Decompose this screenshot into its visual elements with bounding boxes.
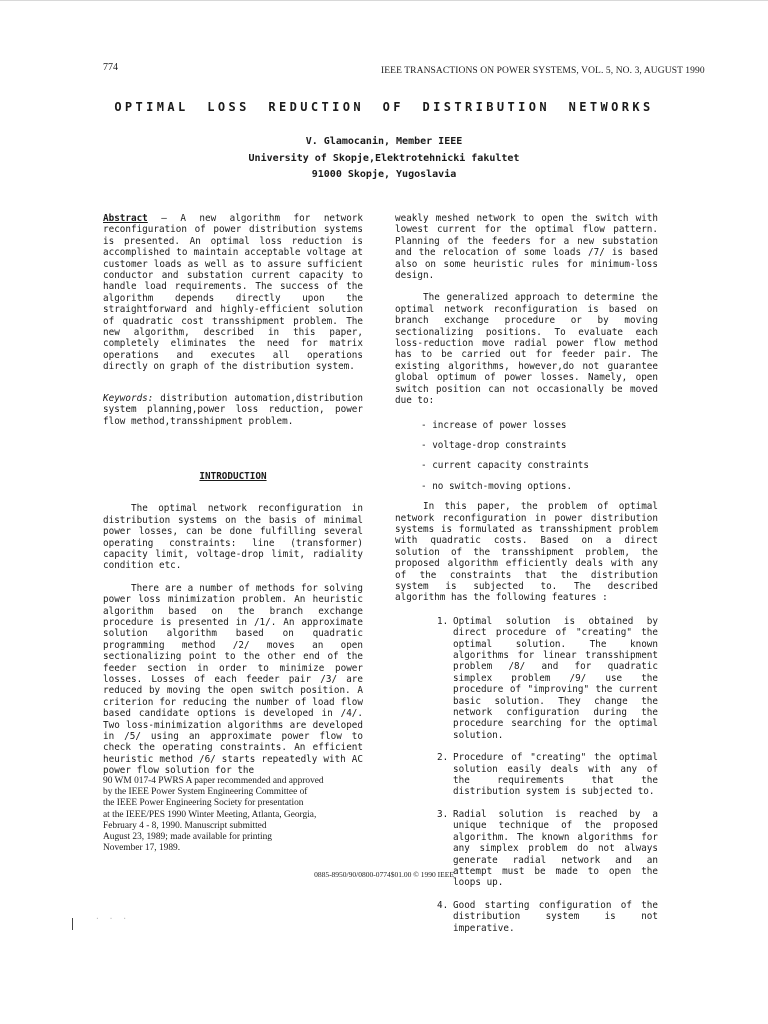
author-affiliation: University of Skopje,Elektrotehnicki fakultet bbox=[248, 153, 520, 164]
footnote-line: by the IEEE Power System Engineering Committee of bbox=[103, 787, 308, 798]
constraint-item: - current capacity constraints bbox=[421, 460, 589, 472]
keywords bbox=[103, 393, 363, 427]
footnote-line: at the IEEE/PES 1990 Winter Meeting, Atlanta, Georgia, bbox=[103, 809, 317, 820]
copyright-line: 0885-8950/90/0800-0774$01.00 © 1990 IEEE bbox=[314, 870, 454, 879]
scan-specks: · · · bbox=[95, 914, 130, 923]
author-address: 91000 Skopje, Yugoslavia bbox=[311, 169, 457, 180]
journal-header: IEEE TRANSACTIONS ON POWER SYSTEMS, VOL. 5, NO. 3, AUGUST 1990 bbox=[381, 66, 705, 76]
feature-number: 4. bbox=[437, 899, 449, 911]
footnote-line: November 17, 1989. bbox=[103, 843, 181, 854]
left-column bbox=[103, 213, 363, 777]
right-paragraph-2: The generalized approach to determine the optimal network reconfiguration is based on branch exchange procedure or by moving sectionalizing positions. To evaluate each loss-reduction move radial power flow method has to be carried out for feeder pair. The existing algorithms, however,do not guarantee global optimum of power losses. Namely, open switch position can not occasionally be moved due to: bbox=[395, 292, 658, 407]
keywords-label: Keywords: bbox=[103, 392, 154, 404]
intro-paragraph-1: The optimal network reconfiguration in distribution systems on the basis of minimal power losses, can be done fulfilling several operating constraints: line (transformer) capacity limit, voltage-drop limit, radiality condition etc. bbox=[103, 503, 363, 572]
footnote-line: 90 WM 017-4 PWRS A paper recommended and approved bbox=[103, 776, 324, 786]
right-paragraph-1: weakly meshed network to open the switch with lowest current for the optimal flow pattern. Planning of the feeders for a new substation and the relocation of some loads /7/ is based also on some heuristic rules for minimum-loss design. bbox=[395, 213, 658, 282]
abstract bbox=[103, 213, 363, 373]
feature-item bbox=[437, 752, 658, 798]
footnote-line: August 23, 1989; made available for printing bbox=[103, 832, 272, 843]
right-column bbox=[395, 213, 658, 934]
introduction-heading: INTRODUCTION bbox=[199, 470, 267, 482]
feature-text: Optimal solution is obtained by direct procedure of "creating" the optimal solution. The known algorithms for linear transshipment problem /8/ and for quadratic simplex problem /9/ use the procedure of "improving" the current basic solution. They change the network configuration during the procedure searching for the optimal solution. bbox=[453, 615, 658, 741]
footnote-line: the IEEE Power Engineering Society for presentation bbox=[103, 798, 304, 809]
abstract-text: – A new algorithm for network reconfiguration of power distribution systems is presented. An optimal loss reduction is accomplished to maintain acceptable voltage at customer loads as well as to assure sufficient conductor and substation current capacity to handle load requirements. The success of the algorithm depends directly upon the straightforward and highly-efficient solution of quadratic cost transshipment problem. The new algorithm, described in this paper, completely eliminates the need for matrix operations and executes all operations directly on graph of the distribution system. bbox=[103, 213, 363, 373]
feature-text: Procedure of "creating" the optimal solution easily deals with any of the requirements that the distribution system is subjected to. bbox=[453, 752, 658, 798]
abstract-label: Abstract bbox=[103, 213, 148, 224]
intro-paragraph-2: There are a number of methods for solving power loss minimization problem. An heuristic algorithm based on the branch exchange procedure is presented in /1/. An approximate solution algorithm based on quadratic programming method /2/ moves an open sectionalizing point to the other end of the feeder section in order to minimize power losses. Losses of each feeder pair /3/ are reduced by moving the open switch position. A criterion for reducing the number of load flow based candidate options is developed in /4/. Two loss-minimization algorithms are developed in /5/ using an approximate power flow to check the operating constraints. An efficient heuristic method /6/ starts repeatedly with AC power flow solution for the bbox=[103, 582, 363, 777]
paper-title: OPTIMAL LOSS REDUCTION OF DISTRIBUTION NETWORKS bbox=[114, 100, 654, 114]
feature-item bbox=[437, 616, 658, 741]
feature-item bbox=[437, 900, 658, 934]
author-name: V. Glamocanin, Member IEEE bbox=[305, 136, 463, 147]
scan-edge-line bbox=[0, 0, 768, 1]
feature-number: 2. bbox=[437, 752, 449, 764]
footnote bbox=[103, 776, 373, 854]
feature-number: 1. bbox=[437, 615, 449, 627]
keywords-text: distribution automation,distribution system planning,power loss reduction, power flow method,transshipment problem. bbox=[103, 392, 363, 427]
feature-text: Good starting configuration of the distribution system is not imperative. bbox=[453, 899, 658, 934]
feature-text: Radial solution is reached by a unique technique of the proposed algorithm. The known algorithms for any simplex problem do not always generate radial network and an attempt must be made to open the loops up. bbox=[453, 808, 658, 889]
constraint-item: - no switch-moving options. bbox=[421, 480, 573, 492]
page-number: 774 bbox=[103, 62, 118, 73]
footnote-line: February 4 - 8, 1990. Manuscript submitted bbox=[103, 820, 267, 831]
scan-mark bbox=[72, 918, 73, 930]
right-paragraph-3: In this paper, the problem of optimal network reconfiguration in power distribution systems is formulated as transshipment problem with quadratic costs. Based on a direct solution of the transshipment problem, the proposed algorithm efficiently deals with any of the constraints that the distribution system is subjected to. The described algorithm has the following features : bbox=[395, 501, 658, 604]
feature-number: 3. bbox=[437, 808, 449, 820]
constraint-item: - voltage-drop constraints bbox=[421, 439, 567, 451]
constraint-item: - increase of power losses bbox=[421, 419, 567, 431]
